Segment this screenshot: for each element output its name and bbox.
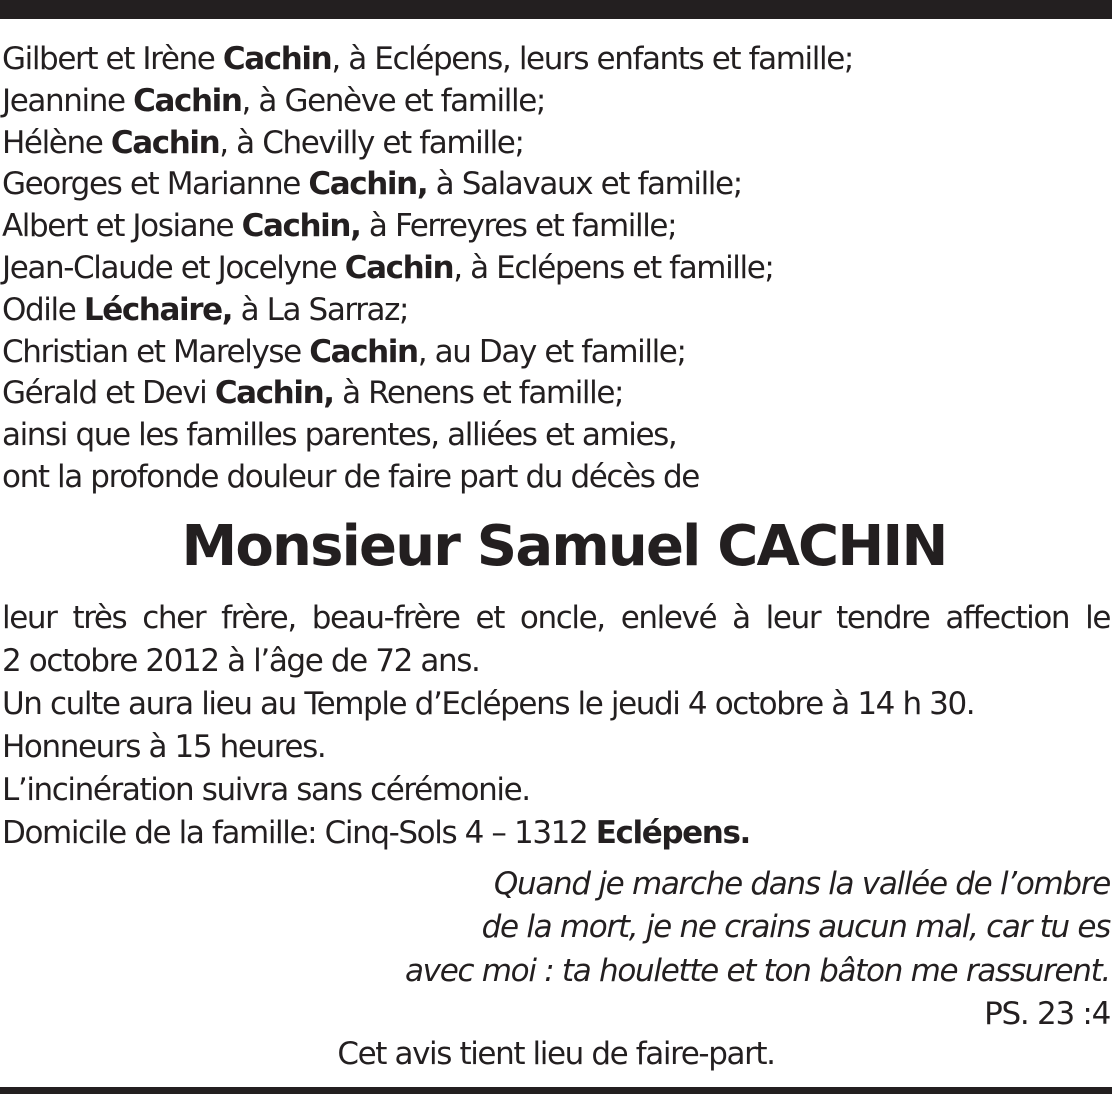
family-line	[2, 248, 1107, 290]
family-surname: Cachin	[133, 82, 242, 119]
deceased-name: Monsieur Samuel CACHIN	[181, 514, 947, 579]
honours-info: Honneurs à 15 heures.	[2, 729, 326, 765]
family-location: à La Sarraz;	[232, 291, 409, 328]
notice-line: leur très cher frère, beau-frère et oncle, enlevé à leur tendre affection le	[2, 600, 1110, 636]
family-names: Albert et Josiane	[2, 208, 242, 245]
closing-note: Cet avis tient lieu de faire-part.	[337, 1036, 775, 1072]
bottom-border-rule	[0, 1087, 1112, 1094]
family-names: Jean-Claude et Jocelyne	[2, 249, 345, 286]
family-location: , à Genève et famille;	[241, 82, 545, 119]
family-surname: Cachin,	[241, 208, 361, 245]
notice-line: 2 octobre 2012 à l’âge de 72 ans.	[2, 643, 480, 679]
quote-line: de la mort, je ne crains aucun mal, car tu es	[481, 909, 1110, 946]
quote-line: Quand je marche dans la vallée de l’ombre	[493, 866, 1110, 902]
address-text: Domicile de la famille: Cinq-Sols 4 – 1312	[2, 815, 596, 851]
address-town: Eclépens.	[595, 815, 750, 851]
family-names: Hélène	[2, 124, 111, 161]
family-surname: Cachin	[309, 333, 418, 370]
family-surname: Léchaire,	[83, 291, 233, 328]
family-line	[2, 457, 1107, 499]
family-line	[2, 81, 1107, 123]
service-info: Un culte aura lieu au Temple d’Eclépens le jeudi 4 octobre à 14 h 30.	[2, 686, 975, 722]
family-names: Jeannine	[2, 82, 134, 119]
family-surname: Cachin,	[214, 375, 334, 412]
family-location: , à Chevilly et famille;	[219, 124, 524, 161]
cremation-info: L’incinération suivra sans cérémonie.	[2, 772, 530, 808]
family-names: Gérald et Devi	[2, 375, 215, 412]
top-border-rule	[0, 0, 1112, 19]
family-line	[2, 39, 1107, 81]
notice-body	[2, 597, 1110, 855]
relatives-line: ainsi que les familles parentes, alliées et amies,	[2, 417, 677, 454]
family-location: à Ferreyres et famille;	[360, 208, 677, 245]
family-line	[2, 290, 1107, 332]
family-list	[2, 39, 1107, 499]
family-location: à Salavaux et famille;	[427, 166, 742, 203]
family-line	[2, 123, 1107, 165]
family-location: , au Day et famille;	[417, 333, 686, 370]
family-line	[2, 415, 1107, 457]
family-surname: Cachin	[344, 249, 454, 286]
family-line	[2, 332, 1107, 374]
family-line	[2, 164, 1107, 206]
family-names: Gilbert et Irène	[2, 41, 223, 77]
family-surname: Cachin,	[308, 166, 428, 203]
family-names: Georges et Marianne	[2, 166, 309, 203]
quote-line: avec moi : ta houlette et ton bâton me rassurent.	[404, 952, 1110, 989]
family-names: Odile	[2, 291, 84, 328]
family-address	[2, 812, 1110, 855]
family-line	[2, 373, 1107, 415]
family-line	[2, 206, 1107, 248]
family-location: , à Eclépens et famille;	[453, 249, 774, 286]
family-location: à Renens et famille;	[333, 375, 624, 412]
family-surname: Cachin	[110, 124, 220, 161]
family-location: , à Eclépens, leurs enfants et famille;	[331, 41, 853, 77]
quote-reference: PS. 23 :4	[984, 995, 1110, 1032]
announcement-line: ont la profonde douleur de faire part du décès de	[2, 458, 699, 495]
family-names: Christian et Marelyse	[2, 333, 310, 370]
family-surname: Cachin	[222, 41, 332, 77]
bible-quote	[210, 863, 1110, 1036]
